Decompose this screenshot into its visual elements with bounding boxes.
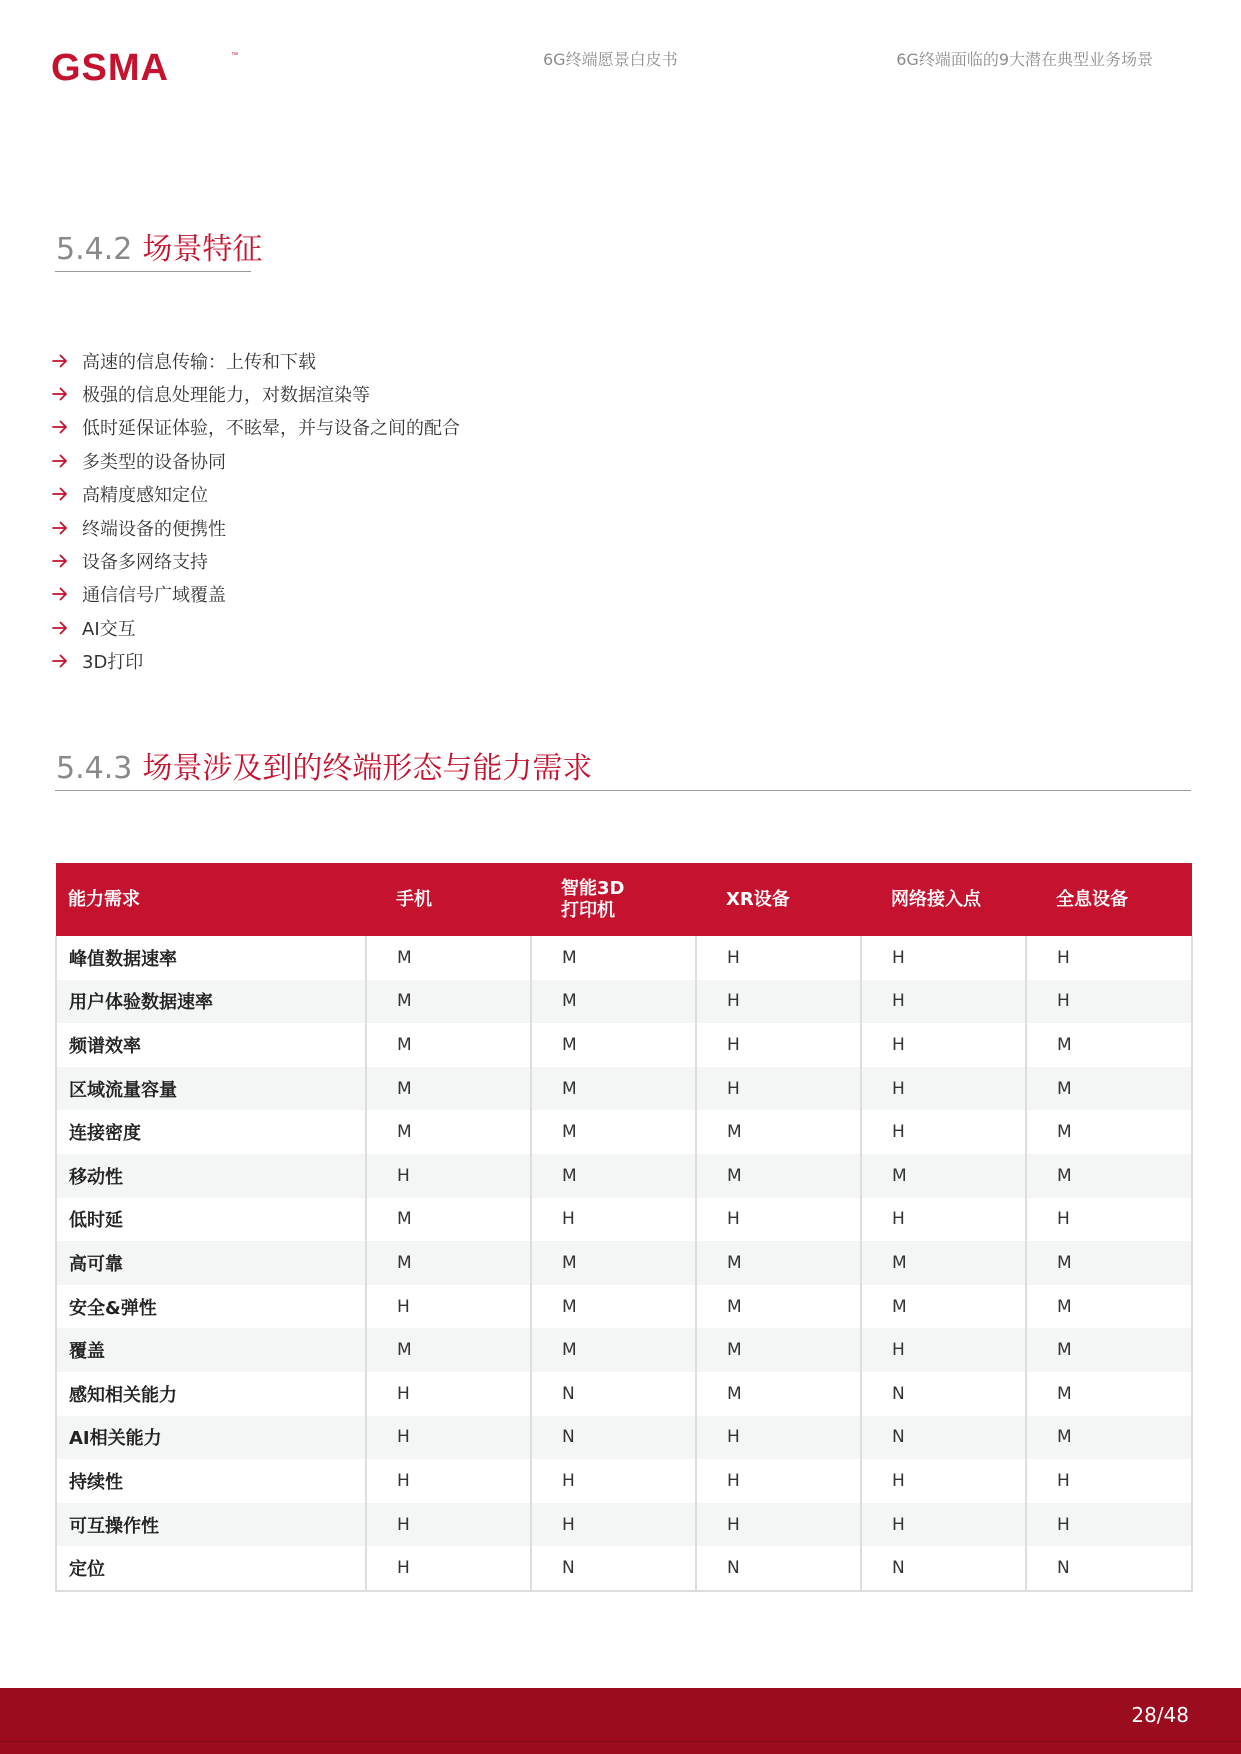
table-row	[56, 1546, 1192, 1591]
feature-text: 高精度感知定位	[82, 485, 208, 507]
table-row	[56, 1198, 1192, 1242]
rating-cell: H	[696, 980, 861, 1024]
table-row	[56, 1154, 1192, 1198]
arrow-right-icon	[52, 387, 68, 401]
rating-cell: M	[861, 1285, 1026, 1329]
rating-cell: M	[531, 1110, 696, 1154]
rating-cell: M	[1026, 1241, 1192, 1285]
table-row	[56, 1067, 1192, 1111]
table-row	[56, 1328, 1192, 1372]
page-number: 28/48	[1131, 1703, 1189, 1727]
rating-cell: H	[366, 1154, 531, 1198]
rating-cell: M	[696, 1328, 861, 1372]
rating-cell: M	[366, 1198, 531, 1242]
col-header-xr-device: XR设备	[696, 863, 861, 936]
col-header-3d-printer-line2: 打印机	[561, 899, 615, 921]
section-543-title: 场景涉及到的终端形态与能力需求	[142, 751, 593, 786]
feature-list-item	[52, 578, 460, 611]
rating-cell: H	[366, 1459, 531, 1503]
requirement-cell: AI相关能力	[56, 1416, 366, 1460]
rating-cell: M	[366, 1328, 531, 1372]
feature-text: 高速的信息传输：上传和下载	[82, 351, 316, 373]
requirement-cell: 低时延	[56, 1198, 366, 1242]
rating-cell: M	[366, 1110, 531, 1154]
requirement-cell: 频谱效率	[56, 1023, 366, 1067]
rating-cell: H	[366, 1503, 531, 1547]
table-row	[56, 1110, 1192, 1154]
rating-cell: H	[861, 1198, 1026, 1242]
section-542-title: 场景特征	[142, 232, 263, 267]
svg-text:™: ™	[231, 52, 238, 59]
rating-cell: N	[531, 1416, 696, 1460]
rating-cell: H	[861, 1067, 1026, 1111]
feature-text: 设备多网络支持	[82, 552, 208, 574]
requirement-cell: 持续性	[56, 1459, 366, 1503]
rating-cell: N	[1026, 1546, 1192, 1591]
header-doc-title: 6G终端愿景白皮书	[543, 50, 678, 69]
feature-list-item	[52, 544, 460, 577]
table-row	[56, 1285, 1192, 1329]
requirement-cell: 连接密度	[56, 1110, 366, 1154]
arrow-right-icon	[52, 621, 68, 635]
table-row	[56, 1241, 1192, 1285]
rating-cell: H	[1026, 1503, 1192, 1547]
requirement-cell: 峰值数据速率	[56, 936, 366, 980]
requirement-cell: 感知相关能力	[56, 1372, 366, 1416]
feature-text: 通信信号广域覆盖	[82, 585, 226, 607]
rating-cell: M	[1026, 1372, 1192, 1416]
feature-text: AI交互	[82, 618, 136, 640]
rating-cell: M	[1026, 1110, 1192, 1154]
rating-cell: H	[696, 1198, 861, 1242]
rating-cell: H	[861, 1110, 1026, 1154]
table-row	[56, 980, 1192, 1024]
requirement-cell: 区域流量容量	[56, 1067, 366, 1111]
requirement-cell: 移动性	[56, 1154, 366, 1198]
rating-cell: M	[531, 980, 696, 1024]
feature-list-item	[52, 645, 460, 678]
requirement-cell: 定位	[56, 1546, 366, 1591]
rating-cell: H	[861, 1328, 1026, 1372]
rating-cell: N	[696, 1546, 861, 1591]
feature-text: 多类型的设备协同	[82, 451, 226, 473]
feature-list-item	[52, 344, 460, 377]
arrow-right-icon	[52, 587, 68, 601]
table-body	[56, 936, 1192, 1591]
header-section-title: 6G终端面临的9大潜在典型业务场景	[896, 50, 1153, 69]
rating-cell: H	[696, 1416, 861, 1460]
arrow-right-icon	[52, 354, 68, 368]
requirement-cell: 高可靠	[56, 1241, 366, 1285]
arrow-right-icon	[52, 654, 68, 668]
section-543-underline	[55, 790, 1191, 791]
feature-text: 3D打印	[82, 652, 144, 674]
rating-cell: M	[696, 1372, 861, 1416]
table-row	[56, 1023, 1192, 1067]
rating-cell: H	[861, 1023, 1026, 1067]
rating-cell: H	[696, 1023, 861, 1067]
rating-cell: M	[366, 1023, 531, 1067]
rating-cell: M	[531, 1328, 696, 1372]
rating-cell: N	[861, 1546, 1026, 1591]
rating-cell: H	[861, 1503, 1026, 1547]
feature-text: 极强的信息处理能力，对数据渲染等	[82, 385, 370, 407]
table-row	[56, 1416, 1192, 1460]
rating-cell: H	[861, 936, 1026, 980]
rating-cell: H	[1026, 936, 1192, 980]
gsma-logo-text: GSMA	[51, 49, 169, 85]
rating-cell: H	[531, 1198, 696, 1242]
rating-cell: M	[1026, 1154, 1192, 1198]
rating-cell: M	[531, 936, 696, 980]
rating-cell: M	[531, 1285, 696, 1329]
rating-cell: N	[531, 1372, 696, 1416]
rating-cell: M	[861, 1241, 1026, 1285]
footer-bar	[0, 1688, 1241, 1754]
feature-list-item	[52, 478, 460, 511]
rating-cell: H	[531, 1503, 696, 1547]
rating-cell: H	[696, 936, 861, 980]
table-row	[56, 1459, 1192, 1503]
rating-cell: M	[366, 980, 531, 1024]
col-header-phone: 手机	[366, 863, 531, 936]
rating-cell: M	[1026, 1023, 1192, 1067]
section-542-heading	[56, 224, 262, 268]
feature-list-item	[52, 511, 460, 544]
col-header-holographic-device: 全息设备	[1026, 863, 1192, 936]
col-header-requirement: 能力需求	[56, 863, 366, 936]
rating-cell: H	[696, 1459, 861, 1503]
arrow-right-icon	[52, 521, 68, 535]
rating-cell: M	[1026, 1067, 1192, 1111]
col-header-network-access-point: 网络接入点	[861, 863, 1026, 936]
rating-cell: M	[366, 1067, 531, 1111]
rating-cell: M	[861, 1154, 1026, 1198]
rating-cell: H	[861, 1459, 1026, 1503]
feature-list-item	[52, 611, 460, 644]
rating-cell: H	[1026, 1198, 1192, 1242]
table-row	[56, 1372, 1192, 1416]
section-542-underline	[55, 271, 251, 272]
rating-cell: H	[366, 1285, 531, 1329]
rating-cell: H	[861, 980, 1026, 1024]
rating-cell: M	[531, 1241, 696, 1285]
section-543-number: 5.4.3	[56, 751, 133, 786]
feature-list-item	[52, 377, 460, 410]
requirement-cell: 覆盖	[56, 1328, 366, 1372]
table-row	[56, 1503, 1192, 1547]
footer-line	[0, 1741, 1241, 1742]
feature-text: 终端设备的便携性	[82, 518, 226, 540]
feature-list-item	[52, 411, 460, 444]
table-row	[56, 936, 1192, 980]
gsma-logo	[51, 49, 246, 85]
rating-cell: H	[366, 1416, 531, 1460]
rating-cell: M	[531, 1067, 696, 1111]
rating-cell: H	[1026, 1459, 1192, 1503]
arrow-right-icon	[52, 554, 68, 568]
rating-cell: M	[1026, 1328, 1192, 1372]
rating-cell: M	[1026, 1416, 1192, 1460]
rating-cell: H	[366, 1372, 531, 1416]
rating-cell: N	[531, 1546, 696, 1591]
rating-cell: M	[696, 1285, 861, 1329]
rating-cell: M	[366, 1241, 531, 1285]
arrow-right-icon	[52, 454, 68, 468]
col-header-3d-printer-line1: 智能3D	[561, 877, 625, 899]
requirement-cell: 可互操作性	[56, 1503, 366, 1547]
rating-cell: H	[696, 1503, 861, 1547]
rating-cell: M	[531, 1154, 696, 1198]
col-header-3d-printer	[531, 863, 696, 936]
arrow-right-icon	[52, 420, 68, 434]
rating-cell: N	[861, 1416, 1026, 1460]
capability-table	[55, 863, 1193, 1592]
feature-list-item	[52, 444, 460, 477]
rating-cell: M	[696, 1110, 861, 1154]
rating-cell: M	[1026, 1285, 1192, 1329]
feature-list	[52, 344, 460, 678]
rating-cell: M	[366, 936, 531, 980]
feature-text: 低时延保证体验，不眩晕，并与设备之间的配合	[82, 418, 460, 440]
requirement-cell: 用户体验数据速率	[56, 980, 366, 1024]
rating-cell: N	[861, 1372, 1026, 1416]
section-543-heading	[56, 743, 592, 787]
rating-cell: M	[696, 1241, 861, 1285]
arrow-right-icon	[52, 487, 68, 501]
requirement-cell: 安全&弹性	[56, 1285, 366, 1329]
rating-cell: M	[531, 1023, 696, 1067]
rating-cell: H	[1026, 980, 1192, 1024]
rating-cell: M	[696, 1154, 861, 1198]
rating-cell: H	[531, 1459, 696, 1503]
rating-cell: H	[696, 1067, 861, 1111]
rating-cell: H	[366, 1546, 531, 1591]
section-542-number: 5.4.2	[56, 232, 133, 267]
table-header-row	[56, 863, 1192, 936]
